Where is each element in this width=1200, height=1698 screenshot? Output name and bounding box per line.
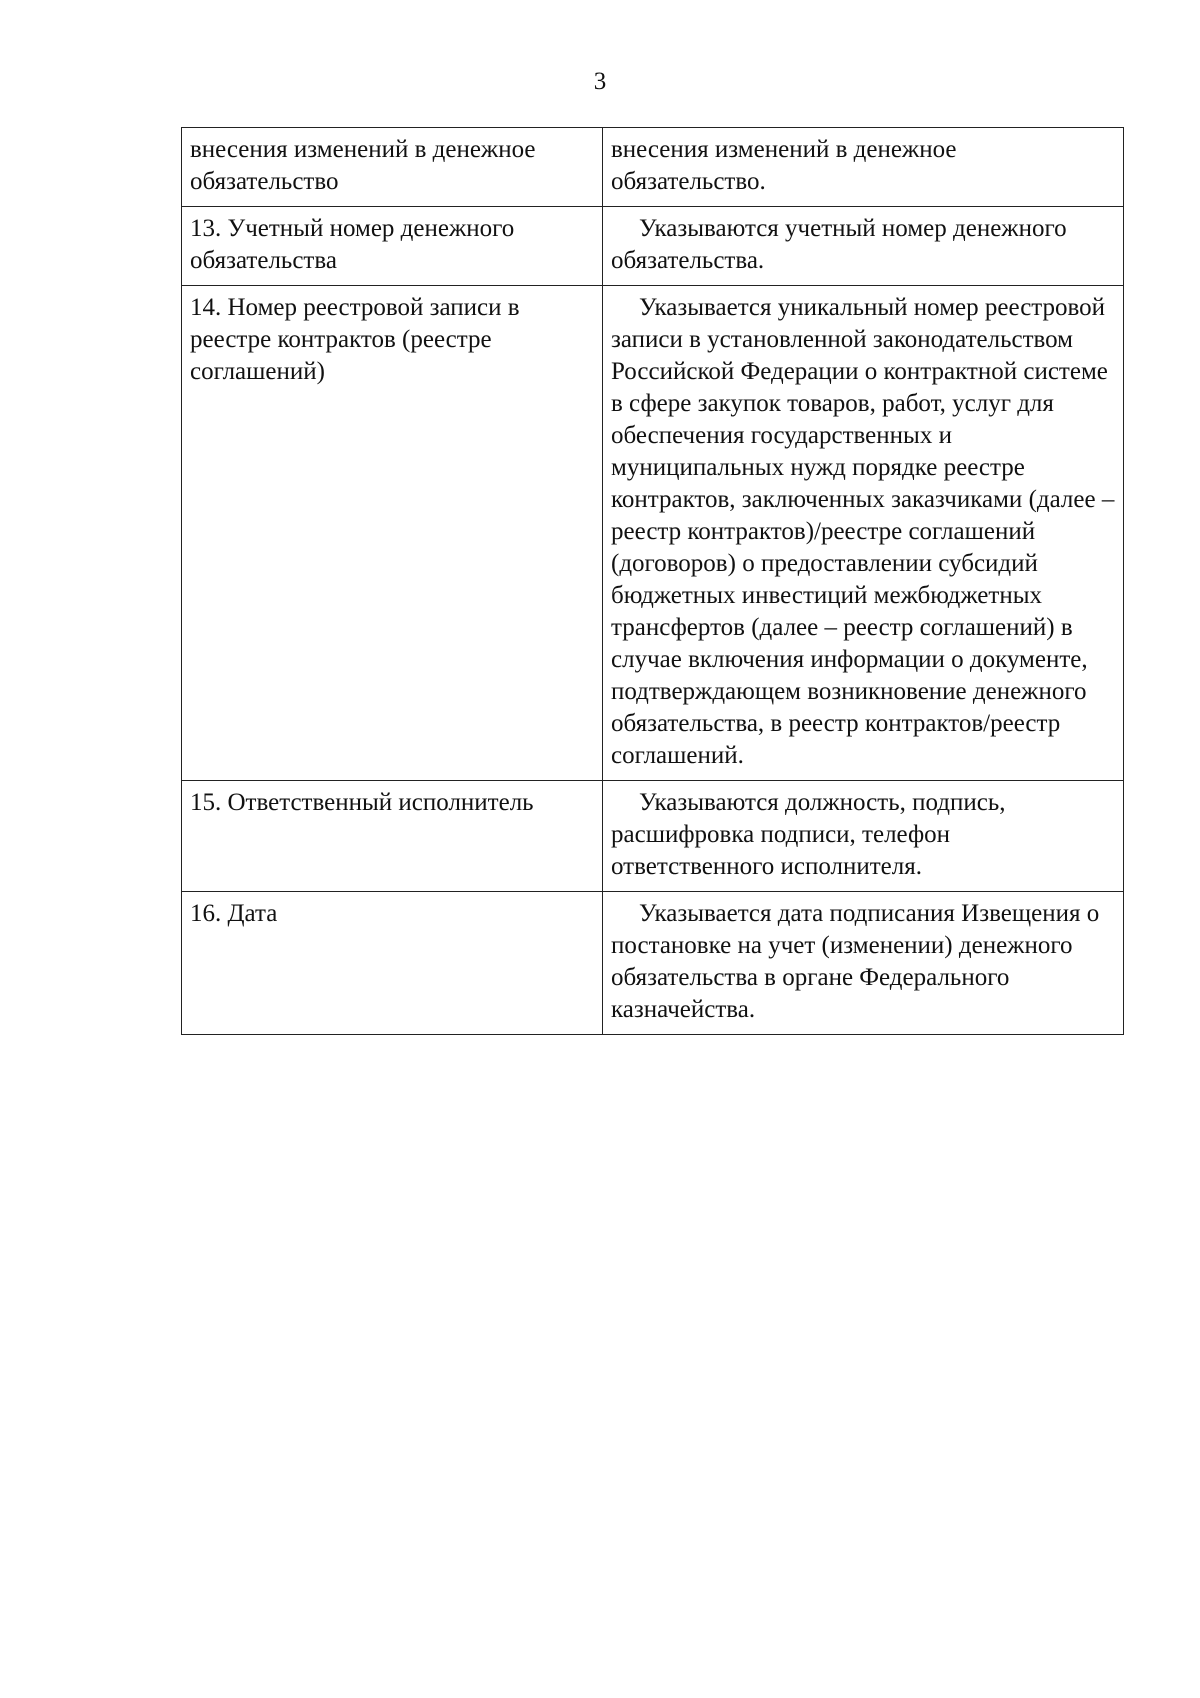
page-number: 3	[593, 68, 607, 95]
field-name-cell: внесения изменений в денежное обязательство	[182, 128, 603, 207]
table-row	[182, 781, 1124, 892]
table-row	[182, 892, 1124, 1035]
field-description-cell: Указываются учетный номер денежного обязательства.	[603, 207, 1124, 286]
document-table	[181, 127, 1124, 1035]
table-row	[182, 286, 1124, 781]
field-name-cell: 15. Ответственный исполнитель	[182, 781, 603, 892]
field-name-cell: 14. Номер реестровой записи в реестре контрактов (реестре соглашений)	[182, 286, 603, 781]
field-description-cell: Указывается дата подписания Извещения о постановке на учет (изменении) денежного обязательства в органе Федерального казначейства.	[603, 892, 1124, 1035]
field-description-cell: Указывается уникальный номер реестровой записи в установленной законодательством Российской Федерации о контрактной системе в сфере закупок товаров, работ, услуг для обеспечения государственных и муниципальных нужд порядке реестре контрактов, заключенных заказчиками (далее – реестр контрактов)/реестре соглашений (договоров) о предоставлении субсидий бюджетных инвестиций межбюджетных трансфертов (далее – реестр соглашений) в случае включения информации о документе, подтверждающем возникновение денежного обязательства, в реестр контрактов/реестр соглашений.	[603, 286, 1124, 781]
field-name-cell: 13. Учетный номер денежного обязательства	[182, 207, 603, 286]
table-row	[182, 128, 1124, 207]
field-description-cell: Указываются должность, подпись, расшифровка подписи, телефон ответственного исполнителя.	[603, 781, 1124, 892]
field-name-cell: 16. Дата	[182, 892, 603, 1035]
table-row	[182, 207, 1124, 286]
field-description-cell: внесения изменений в денежное обязательство.	[603, 128, 1124, 207]
